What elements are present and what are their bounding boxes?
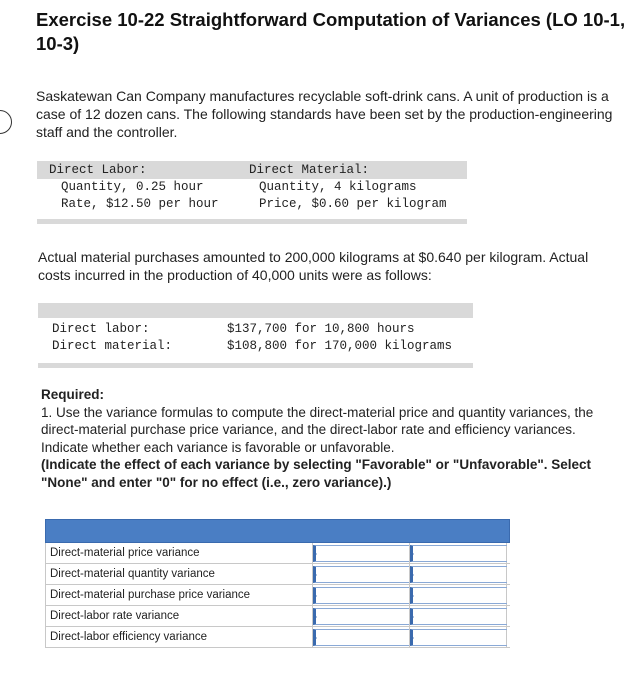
amount-input[interactable] [409, 606, 507, 626]
amount-input[interactable] [409, 564, 507, 584]
table-row [45, 543, 510, 564]
labor-rate: Rate, $12.50 per hour [61, 197, 219, 211]
page-title: Exercise 10-22 Straightforward Computation of Variances (LO 10-1, 10-3) [36, 9, 626, 54]
effect-dropdown[interactable] [312, 627, 409, 647]
required-section [41, 386, 601, 491]
table-divider [38, 363, 473, 368]
actual-costs-table [38, 303, 473, 368]
effect-dropdown[interactable] [312, 543, 409, 563]
edge-circle-icon [0, 110, 12, 134]
row-label: Direct-material purchase price variance [45, 585, 312, 605]
table-divider [38, 303, 473, 318]
answer-table-header [45, 519, 510, 543]
amount-input[interactable] [409, 543, 507, 563]
effect-dropdown[interactable] [312, 585, 409, 605]
required-label: Required: [41, 387, 105, 402]
actual-material-value: $108,800 for 170,000 kilograms [227, 339, 453, 353]
material-header: Direct Material: [249, 163, 370, 177]
required-text: 1. Use the variance formulas to compute the direct-material price and quantity variances, the direct-material purchase price variance, and the direct-labor rate and efficiency variances. Indicate whether each variance is favorable or unfavorable. [41, 404, 594, 455]
table-row [45, 606, 510, 627]
labor-header: Direct Labor: [49, 163, 147, 177]
actual-labor-value: $137,700 for 10,800 hours [227, 322, 415, 336]
row-label: Direct-labor efficiency variance [45, 627, 312, 647]
row-label: Direct-material price variance [45, 543, 312, 563]
labor-quantity: Quantity, 0.25 hour [61, 180, 204, 194]
intro-paragraph: Saskatewan Can Company manufactures recyclable soft-drink cans. A unit of production is a case of 12 dozen cans. The following standards have been set by the production-engineering staff and the controller. [36, 88, 613, 140]
standards-table [37, 161, 467, 224]
actual-material-label: Direct material: [52, 339, 173, 353]
required-instruction: (Indicate the effect of each variance by selecting "Favorable" or "Unfavorable". Select "None" and enter "0" for no effect (i.e., zero variance).) [41, 457, 592, 490]
table-divider [37, 219, 467, 224]
table-row [45, 585, 510, 606]
effect-dropdown[interactable] [312, 564, 409, 584]
actual-labor-label: Direct labor: [52, 322, 150, 336]
effect-dropdown[interactable] [312, 606, 409, 626]
table-row [45, 564, 510, 585]
material-price: Price, $0.60 per kilogram [259, 197, 447, 211]
amount-input[interactable] [409, 627, 507, 647]
answer-table [45, 519, 510, 648]
material-quantity: Quantity, 4 kilograms [259, 180, 417, 194]
actual-intro-paragraph: Actual material purchases amounted to 200,000 kilograms at $0.640 per kilogram. Actual costs incurred in the production of 40,000 units were as follows: [38, 249, 589, 283]
table-row [45, 627, 510, 648]
amount-input[interactable] [409, 585, 507, 605]
row-label: Direct-material quantity variance [45, 564, 312, 584]
row-label: Direct-labor rate variance [45, 606, 312, 626]
